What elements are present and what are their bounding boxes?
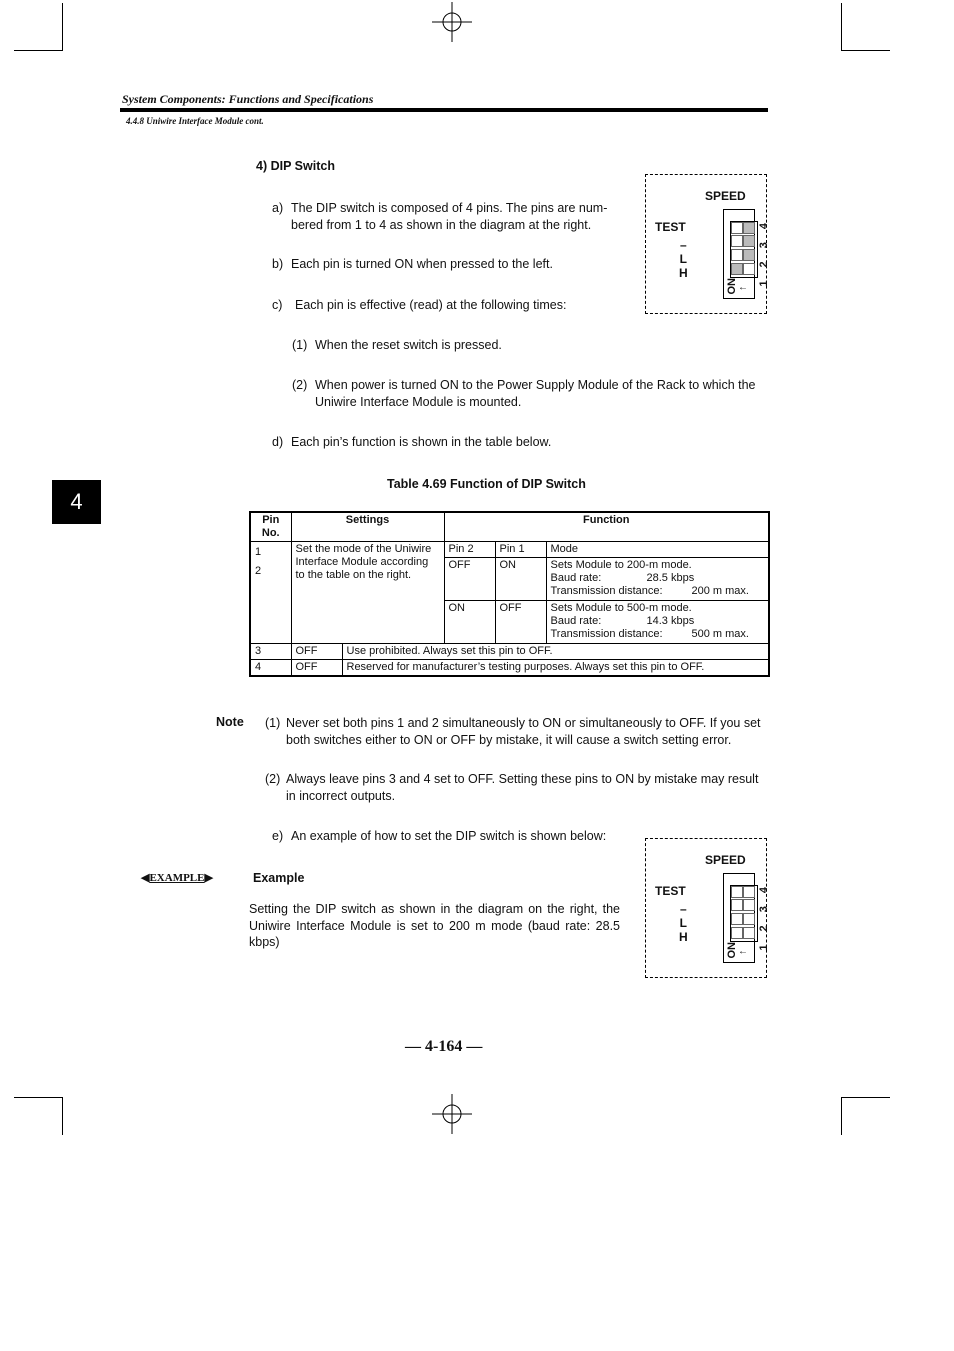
test-label: TEST bbox=[655, 220, 686, 234]
mode-pin2: OFF bbox=[444, 558, 495, 601]
mode-pin2: ON bbox=[444, 601, 495, 644]
item-text: When power is turned ON to the Power Supply Module of the Rack to which the Uniwire Interface Module is mounted. bbox=[315, 378, 756, 409]
sub-header-pin2: Pin 2 bbox=[444, 542, 495, 558]
arrow-right-icon: ▶ bbox=[204, 872, 213, 884]
mode-pin1: OFF bbox=[495, 601, 546, 644]
dip-switch-diagram-example bbox=[645, 838, 770, 978]
pin-cell: 1 2 bbox=[250, 542, 291, 644]
speed-label: SPEED bbox=[705, 189, 746, 203]
note-item-label: (1) bbox=[265, 716, 281, 730]
note-label: Note bbox=[216, 715, 244, 729]
table-row-pin: 4 bbox=[250, 660, 291, 677]
mode-desc: Sets Module to 500-m mode. Baud rate: 14.3 kbps Transmission distance: 500 m max. bbox=[546, 601, 769, 644]
item-label: (2) bbox=[292, 378, 308, 392]
item-d bbox=[272, 434, 748, 451]
item-text: When the reset switch is pressed. bbox=[315, 338, 502, 352]
item-text: Each pin is effective (read) at the following times: bbox=[295, 298, 567, 312]
sub-header-mode: Mode bbox=[546, 542, 769, 558]
example-intro: e) An example of how to set the DIP switch is shown below: bbox=[272, 829, 607, 843]
registration-mark-bottom bbox=[432, 1094, 472, 1134]
example-heading: Example bbox=[253, 871, 305, 885]
note-item-text: Never set both pins 1 and 2 simultaneously to ON or simultaneously to OFF. If you set both switches either to ON or OFF by mistake, it will cause a switch setting error. bbox=[286, 716, 761, 747]
running-header-title: System Components: Functions and Specifications bbox=[122, 92, 374, 106]
header-function: Function bbox=[444, 512, 769, 542]
section-heading: 4) DIP Switch bbox=[256, 159, 335, 173]
on-label: ON bbox=[726, 942, 738, 959]
note-item-text: Always leave pins 3 and 4 set to OFF. Setting these pins to ON by mistake may result in incorrect outputs. bbox=[286, 772, 759, 803]
mode-pin1: ON bbox=[495, 558, 546, 601]
dip-switch-diagram bbox=[645, 174, 770, 314]
table-row-function: Use prohibited. Always set this pin to OFF. bbox=[342, 644, 769, 660]
item-label: a) bbox=[272, 201, 284, 215]
header-pin: Pin No. bbox=[250, 512, 291, 542]
item-c1 bbox=[292, 337, 768, 354]
example-tag: ◀EXAMPLE▶ bbox=[141, 872, 213, 884]
table-row-setting: OFF bbox=[291, 660, 342, 677]
arrow-icon: ← bbox=[738, 282, 748, 293]
item-text: Each pin is turned ON when pressed to the left. bbox=[291, 257, 553, 271]
dip-switch-slots bbox=[730, 221, 758, 278]
item-label: d) bbox=[272, 435, 284, 449]
dip-switch-body bbox=[723, 209, 770, 299]
note-item bbox=[265, 771, 770, 804]
settings-cell: Set the mode of the Uniwire Interface Module according to the table on the right. bbox=[291, 542, 444, 644]
dip-switch-body bbox=[723, 873, 770, 963]
item-label: (1) bbox=[292, 338, 308, 352]
item-a bbox=[272, 200, 622, 233]
note-item bbox=[265, 715, 770, 748]
table-row-function: Reserved for manufacturer’s testing purposes. Always set this pin to OFF. bbox=[342, 660, 769, 677]
header-settings: Settings bbox=[291, 512, 444, 542]
pin-numbers: 1 2 3 4 bbox=[758, 218, 770, 287]
mode-desc: Sets Module to 200-m mode. Baud rate: 28.5 kbps Transmission distance: 200 m max. bbox=[546, 558, 769, 601]
dip-function-table bbox=[249, 511, 770, 677]
on-label: ON bbox=[726, 278, 738, 295]
test-label: TEST bbox=[655, 884, 686, 898]
item-c bbox=[272, 297, 622, 314]
table-caption: Table 4.69 Function of DIP Switch bbox=[387, 477, 586, 491]
lh-labels: – L H bbox=[679, 238, 688, 280]
item-label: b) bbox=[272, 257, 284, 271]
item-b bbox=[272, 256, 622, 273]
dip-switch-slots bbox=[730, 885, 758, 942]
table-row-pin: 3 bbox=[250, 644, 291, 660]
sub-header-pin1: Pin 1 bbox=[495, 542, 546, 558]
note-item-label: (2) bbox=[265, 772, 281, 786]
chapter-tab: 4 bbox=[52, 480, 101, 524]
arrow-icon: ← bbox=[738, 946, 748, 957]
item-text: The DIP switch is composed of 4 pins. The pins are num- bered from 1 to 4 as shown in the diagram at the right. bbox=[291, 201, 608, 232]
running-header-subtitle: 4.4.8 Uniwire Interface Module cont. bbox=[126, 116, 264, 126]
registration-mark-top bbox=[432, 2, 472, 42]
example-text: Setting the DIP switch as shown in the diagram on the right, the Uniwire Interface Module is set to 200 m mode (baud rate: 28.5 kbps) bbox=[249, 902, 620, 949]
page-number: — 4-164 — bbox=[405, 1038, 483, 1055]
item-c2 bbox=[292, 377, 772, 410]
item-text: Each pin’s function is shown in the table below. bbox=[291, 435, 552, 449]
pin-numbers: 1 2 3 4 bbox=[758, 882, 770, 951]
speed-label: SPEED bbox=[705, 853, 746, 867]
arrow-left-icon: ◀ bbox=[141, 872, 150, 884]
item-label: c) bbox=[272, 298, 283, 312]
header-rule bbox=[120, 108, 768, 112]
lh-labels: – L H bbox=[679, 902, 688, 944]
table-row-setting: OFF bbox=[291, 644, 342, 660]
